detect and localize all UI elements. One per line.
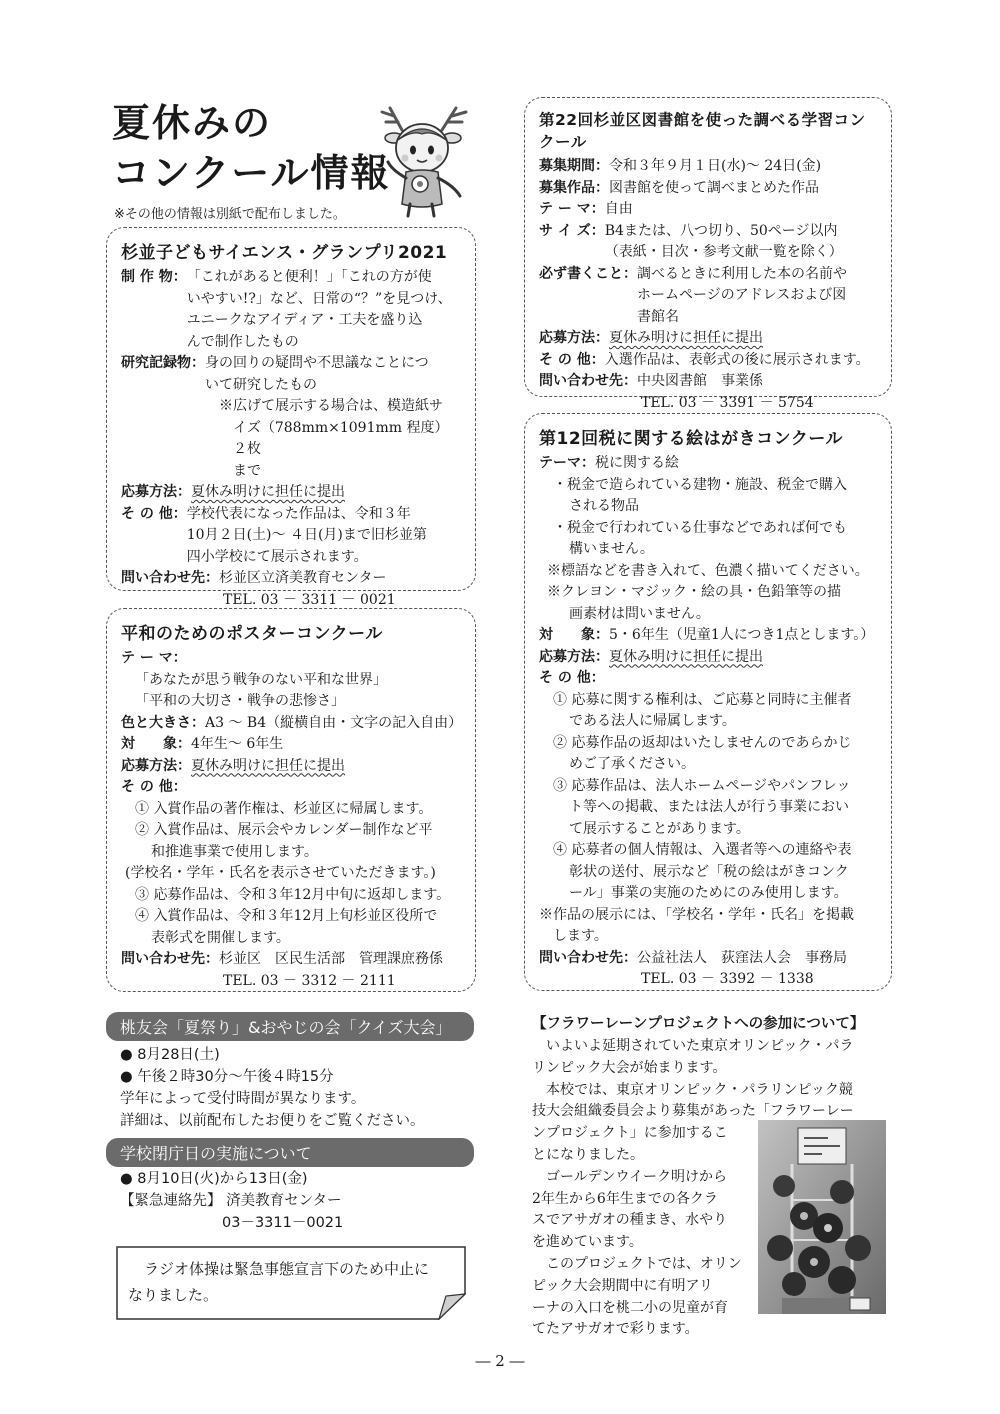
- morning-glory-photo: [758, 1120, 886, 1314]
- poster-theme-line: 「平和の大切さ・戦争の悲惨さ」: [135, 693, 345, 709]
- tax-sonota-line: ④ 応募者の個人情報は、入選者等への連絡や表: [553, 842, 852, 858]
- science-sonota-row: [121, 504, 461, 569]
- text-line: ユニークなアイディア・工夫を盛り込: [186, 312, 423, 328]
- contact-name: 公益社法人 荻窪法人会 事務局: [637, 949, 847, 966]
- library-period-label: 募集期間：: [539, 158, 609, 174]
- text-line: B4または、八つ切り、50ページ以内: [604, 222, 838, 239]
- poster-sonota-line: (学校名・学年・氏名を表示させていただきます。): [125, 865, 436, 881]
- flower-line: リンピック大会が始まります。: [532, 1059, 727, 1076]
- contact-tel: TEL. 03 － 3392 － 1338: [641, 971, 814, 987]
- tax-sonota-line: ール」事業の実施のためにのみ使用します。: [569, 885, 848, 901]
- tax-theme-line: 構いません。: [569, 541, 654, 557]
- science-seisaku-value: [187, 267, 461, 353]
- text-line: （表紙・目次・参考文献一覧を除く）: [604, 244, 843, 260]
- festival-line: ● 8月28日(土): [120, 1047, 220, 1063]
- contact-name: 杉並区立済美教育センター: [219, 570, 387, 586]
- text-line: いて研究したもの: [205, 376, 317, 393]
- flower-line: ピック大会期間中に有明アリ: [532, 1277, 713, 1294]
- poster-contact-label: 問い合わせ先：: [121, 951, 219, 967]
- poster-sonota-line: ③ 応募作品は、令和３年12月中旬に返却します。: [135, 886, 451, 903]
- poster-target-label: 対 象：: [121, 736, 191, 752]
- contact-tel: TEL. 03 － 3311 － 0021: [223, 591, 396, 608]
- text-line: 10月２日(土)～ ４日(月)まで旧杉並第: [186, 527, 427, 543]
- closure-date: ● 8月10日(火)から13日(金): [120, 1171, 308, 1187]
- closure-body: [120, 1168, 343, 1234]
- festival-line: 学年によって受付時間が異なります。: [120, 1091, 366, 1107]
- tax-oubo-value: 夏休み明けに担任に提出: [609, 648, 763, 665]
- closure-heading: 学校閉庁日の実施について: [106, 1138, 474, 1167]
- science-kenkyu-value: [205, 353, 461, 482]
- tax-final-note-line: ※作品の展示には、「学校名・学年・氏名」を掲載: [539, 906, 854, 923]
- flower-line: ーナの入口を桃二小の児童が育: [532, 1299, 728, 1316]
- festival-heading: 桃友会「夏祭り」&おやじの会「クイズ大会」: [106, 1012, 474, 1041]
- festival-line: 詳細は、以前配布したお便りをご覧ください。: [120, 1113, 425, 1129]
- text-line: ホームページのアドレスおよび図: [637, 287, 847, 303]
- library-size-row: [539, 221, 877, 264]
- flower-line: スでアサガオの種まき、水やり: [532, 1212, 728, 1229]
- tax-oubo-label: 応募方法：: [539, 648, 609, 665]
- poster-sonota-line: 和推進事業で使用します。: [151, 843, 318, 860]
- library-period-row: [539, 156, 877, 178]
- flower-line: ゴールデンウイーク明けから: [546, 1168, 728, 1185]
- tax-postcard-box: [524, 413, 892, 991]
- radio-note-box: [116, 1246, 466, 1320]
- science-oubo-label: 応募方法：: [121, 484, 191, 500]
- flower-line: を進めています。: [532, 1234, 643, 1251]
- poster-sonota-line: 表彰式を開催します。: [151, 929, 290, 946]
- library-work-row: [539, 178, 877, 200]
- science-sonota-label: そ の 他：: [121, 505, 187, 522]
- science-kenkyu-row: [121, 353, 461, 482]
- closure-contact-tel: 03－3311－0021: [222, 1215, 344, 1231]
- flower-line: このプロジェクトでは、オリン: [546, 1255, 742, 1272]
- library-size-value: [605, 221, 877, 264]
- tax-sonota-line: ト等への掲載、または法人が行う事業におい: [569, 799, 849, 815]
- library-size-label: サ イ ズ：: [539, 222, 605, 239]
- text-line: 四小学校にて展示されます。: [186, 548, 368, 565]
- library-title: 第22回杉並区図書館を使った調べる学習コンクール: [539, 111, 866, 151]
- science-sonota-value: [187, 504, 461, 569]
- library-contact-row: [539, 371, 877, 414]
- contact-name: 中央図書館 事業係: [637, 373, 763, 389]
- science-oubo-row: [121, 482, 461, 504]
- library-work-label: 募集作品：: [539, 179, 609, 196]
- deer-mascot-illustration: [372, 100, 480, 218]
- poster-target-row: [121, 734, 461, 756]
- poster-sonota-line: ④ 入賞作品は、令和３年12月上旬杉並区役所で: [135, 908, 438, 924]
- tax-theme-label: テーマ：: [539, 455, 595, 471]
- flower-title: 【フラワーレーンプロジェクトへの参加について】: [532, 1016, 865, 1032]
- library-must-value: [637, 264, 877, 329]
- poster-title: 平和のためのポスターコンクール: [121, 624, 383, 644]
- flower-line: ンプロジェクト」に参加するこ: [532, 1125, 728, 1142]
- festival-body: [120, 1044, 425, 1132]
- text-line: いやすい!?」など、日常の“？”を見つけ、: [186, 290, 452, 307]
- text-line: まで: [233, 462, 261, 479]
- tax-note-line: ※標語などを書き入れて、色濃く描いてください。: [547, 562, 869, 579]
- tax-target-value: 5・6年生（児童1人につき1点とします。）: [609, 627, 875, 643]
- poster-size-value: A3 ～ B4（縦横自由・文字の記入自由）: [205, 714, 463, 731]
- page-number: ― 2 ―: [475, 1352, 525, 1370]
- tax-sonota-line: めご了承ください。: [569, 756, 695, 772]
- tax-oubo-row: [539, 647, 877, 669]
- tax-sonota-line: ② 応募作品の返却はいたしませんのであらかじ: [553, 734, 852, 751]
- text-line: 身の回りの疑問や不思議なことにつ: [205, 355, 429, 371]
- contact-name: 杉並区 区民生活部 管理課庶務係: [219, 951, 443, 967]
- tax-sonota-line: て展示することがあります。: [569, 820, 750, 837]
- library-oubo-row: [539, 328, 877, 350]
- text-line: ※広げて展示する場合は、模造紙サ: [219, 398, 443, 414]
- closure-contact: [120, 1190, 343, 1212]
- closure-contact-label: 【緊急連絡先】: [120, 1193, 222, 1209]
- library-oubo-value: 夏休み明けに担任に提出: [609, 330, 763, 346]
- tax-theme-line: ・税金で行われている仕事などであれば何でも: [553, 519, 847, 536]
- library-theme-value: 自由: [604, 201, 633, 217]
- page-title: [112, 98, 390, 198]
- tax-contact-label: 問い合わせ先：: [539, 949, 637, 966]
- tax-sonota-line: である法人に帰属します。: [569, 713, 736, 729]
- flower-line: とになりました。: [532, 1146, 644, 1163]
- tax-sonota-line: 彰状の送付、展示など「税の絵はがきコンク: [569, 863, 849, 880]
- poster-sonota-label: そ の 他：: [121, 779, 187, 795]
- flower-line: 2年生から6年生までの各クラ: [532, 1190, 718, 1207]
- poster-contact-row: [121, 949, 461, 992]
- festival-line: ● 午後２時30分～午後４時15分: [120, 1069, 334, 1085]
- peace-poster-box: [106, 608, 476, 992]
- poster-target-value: 4年生～ 6年生: [191, 736, 284, 752]
- poster-theme-label: テ ー マ：: [121, 650, 187, 666]
- science-contact-row: [121, 568, 461, 611]
- science-contact-value: [219, 568, 461, 611]
- poster-size-label: 色と大きさ：: [121, 714, 205, 731]
- science-oubo-value: 夏休み明けに担任に提出: [191, 484, 345, 500]
- science-kenkyu-label: 研究記録物：: [121, 355, 205, 371]
- library-sonota-row: [539, 350, 877, 372]
- page-title-line2: コンクール情報: [112, 151, 391, 195]
- tax-target-row: [539, 625, 877, 647]
- poster-sonota-line: ② 入賞作品は、展示会やカレンダー制作など平: [135, 822, 433, 838]
- library-contest-box: [524, 97, 892, 411]
- tax-sonota-label: そ の 他：: [539, 670, 605, 686]
- header-note: ※その他の情報は別紙で配布しました。: [114, 207, 346, 222]
- tax-contact-value: [637, 948, 877, 991]
- text-line: 調べるときに利用した本の名前や: [637, 265, 847, 282]
- library-contact-label: 問い合わせ先：: [539, 373, 637, 389]
- text-line: 書館名: [637, 308, 679, 325]
- radio-note-line: ラジオ体操は緊急事態宣言下のため中止に: [144, 1260, 430, 1278]
- poster-oubo-value: 夏休み明けに担任に提出: [191, 757, 345, 774]
- library-period-value: 令和３年９月１日(水)～ 24日(金): [609, 158, 822, 174]
- flower-line: いよいよ延期されていた東京オリンピック・パラ: [546, 1038, 854, 1054]
- science-seisaku-label: 制 作 物：: [121, 269, 187, 285]
- text-line: 「これがあると便利！」「これの方が使: [186, 269, 432, 285]
- text-line: んで制作したもの: [186, 333, 299, 350]
- tax-sonota-line: ① 応募に関する権利は、ご応募と同時に主催者: [553, 691, 852, 708]
- poster-sonota-line: ① 入賞作品の著作権は、杉並区に帰属します。: [135, 800, 433, 817]
- library-sonota-label: そ の 他：: [539, 351, 605, 368]
- tax-theme-value: 税に関する絵: [595, 455, 679, 471]
- flower-line: てたアサガオで彩ります。: [532, 1321, 699, 1338]
- science-title: 杉並子どもサイエンス・グランプリ2021: [121, 243, 448, 263]
- poster-oubo-row: [121, 756, 461, 778]
- poster-size-row: [121, 713, 461, 735]
- tax-title: 第12回税に関する絵はがきコンクール: [539, 429, 843, 449]
- flower-line: 技大会組織委員会より募集があった「フラワーレー: [532, 1103, 854, 1120]
- science-seisaku-row: [121, 267, 461, 353]
- library-work-value: 図書館を使って調べまとめた作品: [609, 179, 819, 196]
- radio-note-line: なりました。: [128, 1286, 219, 1304]
- library-must-label: 必ず書くこと：: [539, 265, 637, 282]
- tax-target-label: 対 象：: [539, 627, 609, 643]
- radio-note-text: [128, 1256, 429, 1308]
- tax-theme-line: ・税金で造られている建物・施設、税金で購入: [553, 476, 847, 493]
- closure-contact-name: 済美教育センター: [226, 1193, 342, 1209]
- text-line: イズ（788mm×1091mm 程度）２枚: [233, 419, 449, 457]
- poster-theme-line: 「あなたが思う戦争のない平和な世界」: [135, 671, 387, 688]
- tax-contact-row: [539, 948, 877, 991]
- text-line: 学校代表になった作品は、令和３年: [186, 505, 411, 522]
- library-theme-row: [539, 199, 877, 221]
- library-sonota-value: 入選作品は、表彰式の後に展示されます。: [604, 351, 870, 368]
- tax-theme-line: される物品: [569, 498, 639, 514]
- science-grandprix-box: [106, 227, 476, 608]
- tax-note-line: 画素材は問いません。: [569, 605, 710, 622]
- tax-final-note-line: します。: [553, 928, 608, 944]
- tax-sonota-line: ③ 応募作品は、法人ホームページやパンフレッ: [553, 777, 851, 794]
- library-theme-label: テ ー マ：: [539, 201, 605, 217]
- library-contact-value: [637, 371, 877, 414]
- contact-tel: TEL. 03 － 3391 － 5754: [641, 394, 814, 411]
- page-title-line1: 夏休みの: [112, 101, 273, 145]
- flower-line: 本校では、東京オリンピック・パラリンピック競: [546, 1081, 853, 1098]
- tax-note-line: ※クレヨン・マジック・絵の具・色鉛筆等の描: [547, 584, 841, 600]
- contact-tel: TEL. 03 － 3312 － 2111: [223, 972, 396, 989]
- library-must-row: [539, 264, 877, 329]
- tax-theme-row: [539, 453, 877, 475]
- poster-contact-value: [219, 949, 461, 992]
- poster-oubo-label: 応募方法：: [121, 757, 191, 774]
- library-oubo-label: 応募方法：: [539, 330, 609, 346]
- science-contact-label: 問い合わせ先：: [121, 570, 219, 586]
